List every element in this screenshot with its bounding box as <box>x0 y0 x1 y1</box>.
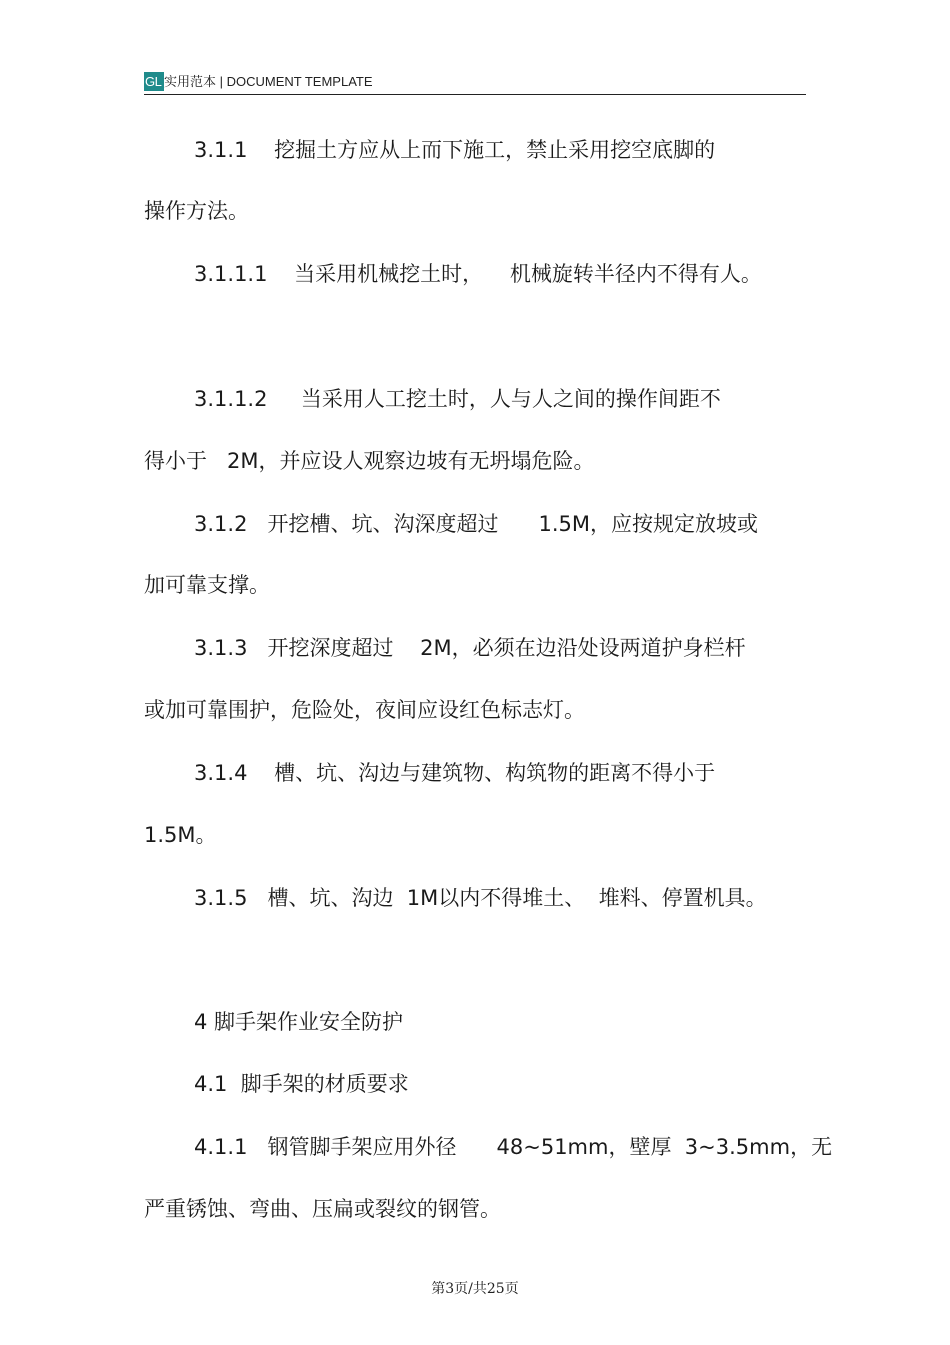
paragraph-line: 3.1.4 槽、坑、沟边与建筑物、构筑物的距离不得小于 <box>194 761 716 785</box>
paragraph-line: 操作方法。 <box>144 199 249 223</box>
paragraph-line: 严重锈蚀、弯曲、压扁或裂纹的钢管。 <box>144 1197 501 1221</box>
logo-badge: GL <box>144 72 164 91</box>
page-number: 第3页/共25页 <box>431 1281 519 1297</box>
paragraph-line: 4.1.1 钢管脚手架应用外径 48~51mm，壁厚 3~3.5mm，无 <box>194 1135 833 1159</box>
paragraph-line: 1.5M。 <box>144 823 217 847</box>
paragraph-line: 3.1.5 槽、坑、沟边 1M以内不得堆土、 堆料、停置机具。 <box>194 886 767 910</box>
paragraph-line: 加可靠支撑。 <box>144 573 270 597</box>
section-heading: 4 脚手架作业安全防护 <box>194 1010 404 1034</box>
subsection-heading: 4.1 脚手架的材质要求 <box>194 1072 409 1096</box>
paragraph-line: 3.1.3 开挖深度超过 2M，必须在边沿处设两道护身栏杆 <box>194 636 746 660</box>
paragraph-line: 3.1.2 开挖槽、坑、沟深度超过 1.5M，应按规定放坡或 <box>194 512 759 536</box>
paragraph-line: 或加可靠围护，危险处，夜间应设红色标志灯。 <box>144 698 585 722</box>
header-title: 实用范本 | DOCUMENT TEMPLATE <box>164 74 373 89</box>
paragraph-line: 3.1.1.2 当采用人工挖土时，人与人之间的操作间距不 <box>194 387 721 411</box>
paragraph-line: 3.1.1 挖掘土方应从上而下施工，禁止采用挖空底脚的 <box>194 138 716 162</box>
paragraph-line: 3.1.1.1 当采用机械挖土时， 机械旋转半径内不得有人。 <box>194 262 762 286</box>
paragraph-line: 得小于 2M，并应设人观察边坡有无坍塌危险。 <box>144 449 595 473</box>
page-header <box>144 68 806 95</box>
